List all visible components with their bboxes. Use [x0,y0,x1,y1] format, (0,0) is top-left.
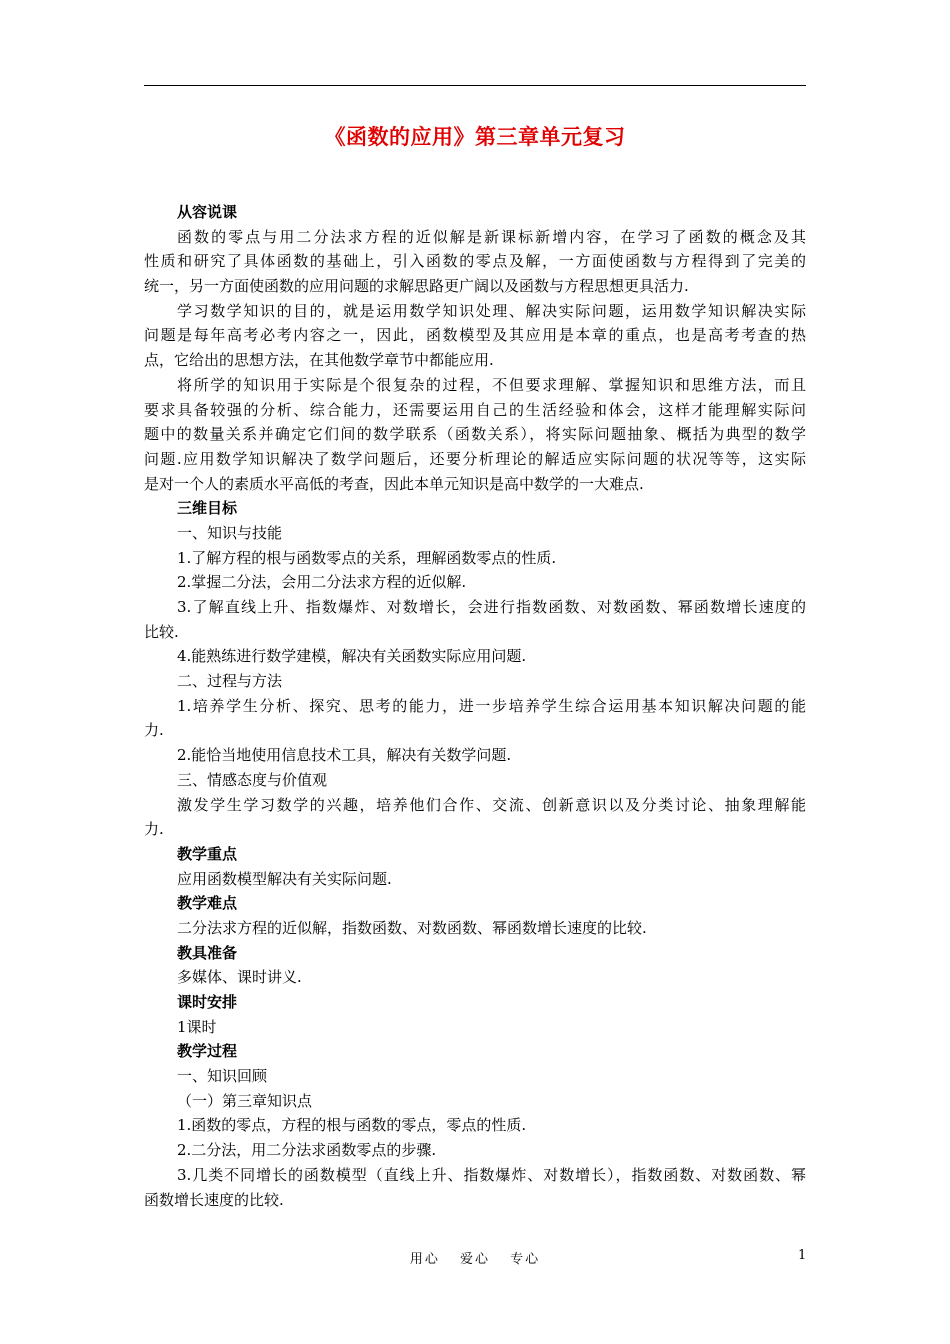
section-heading: 课时安排 [177,993,238,1011]
text-line: 力. [144,721,164,740]
page-number: 1 [798,1248,807,1263]
section-heading: 教学过程 [177,1042,238,1061]
text-line: 3.几类不同增长的函数模型（直线上升、指数爆炸、对数增长），指数函数、对数函数、幂 [177,1165,806,1184]
text-line: 点，它给出的思想方法，在其他数学章节中都能应用. [144,351,494,370]
document-body [144,200,806,1212]
text-line: 函数增长速度的比较. [144,1190,284,1209]
text-line: 学习数学知识的目的，就是运用数学知识处理、解决实际问题，运用数学知识解决实际 [177,301,806,320]
section-heading: 从容说课 [177,203,238,221]
header-rule [144,85,806,86]
text-line: 1.培养学生分析、探究、思考的能力，进一步培养学生综合运用基本知识解决问题的能 [177,696,806,715]
section-heading: 教学难点 [177,894,238,913]
text-line: 4.能熟练进行数学建模，解决有关函数实际应用问题. [177,647,527,666]
text-line: 题中的数量关系并确定它们间的数学联系（函数关系），将实际问题抽象、概括为典型的数学 [144,425,806,444]
text-line: 一、知识与技能 [177,523,283,542]
text-line: 2.能恰当地使用信息技术工具，解决有关数学问题. [177,746,512,765]
section-heading: 教具准备 [177,943,238,962]
text-line: 性质和研究了具体函数的基础上，引入函数的零点及解，一方面使函数与方程得到了完美的 [144,252,806,271]
text-line: 3.了解直线上升、指数爆炸、对数增长，会进行指数函数、对数函数、幂函数增长速度的 [177,598,806,616]
text-line: 力. [144,820,164,839]
text-line: 2.二分法，用二分法求函数零点的步骤. [177,1141,437,1160]
text-line: 比较. [144,622,179,641]
section-heading: 教学重点 [177,844,238,863]
text-line: 统一，另一方面使函数的应用问题的求解思路更广阔以及函数与方程思想更具活力. [144,277,689,296]
text-line: 1.了解方程的根与函数零点的关系，理解函数零点的性质. [177,548,557,567]
text-line: 多媒体、课时讲义. [177,968,302,987]
text-line: 1.函数的零点，方程的根与函数的零点，零点的性质. [177,1116,527,1135]
text-line: 要求具备较强的分析、综合能力，还需要运用自己的生活经验和体会，这样才能理解实际问 [144,400,806,419]
text-line: 二、过程与方法 [177,672,283,691]
text-line: 激发学生学习数学的兴趣，培养他们合作、交流、创新意识以及分类讨论、抽象理解能 [177,795,806,814]
section-heading: 三维目标 [177,499,238,518]
text-line: 函数的零点与用二分法求方程的近似解是新课标新增内容，在学习了函数的概念及其 [177,227,806,246]
text-line: 问题.应用数学知识解决了数学问题后，还要分析理论的解适应实际问题的状况等等，这实际 [144,449,806,468]
text-line: 1课时 [177,1017,217,1036]
footer-motto: 用心 爱心 专心 [409,1252,541,1267]
text-line: 2.掌握二分法，会用二分法求方程的近似解. [177,573,467,592]
text-line: 将所学的知识用于实际是个很复杂的过程，不但要求理解、掌握知识和思维方法，而且 [177,375,806,394]
document-title: 《函数的应用》第三章单元复习 [324,124,626,149]
text-line: 一、知识回顾 [177,1067,268,1086]
text-line: 二分法求方程的近似解，指数函数、对数函数、幂函数增长速度的比较. [177,918,647,937]
text-line: 应用函数模型解决有关实际问题. [177,869,392,888]
text-line: 是对一个人的素质水平高低的考查，因此本单元知识是高中数学的一大难点. [144,474,644,493]
text-line: 三、情感态度与价值观 [177,770,328,789]
text-line: （一）第三章知识点 [177,1091,313,1110]
text-line: 问题是每年高考必考内容之一，因此，函数模型及其应用是本章的重点，也是高考考查的热 [144,326,806,345]
